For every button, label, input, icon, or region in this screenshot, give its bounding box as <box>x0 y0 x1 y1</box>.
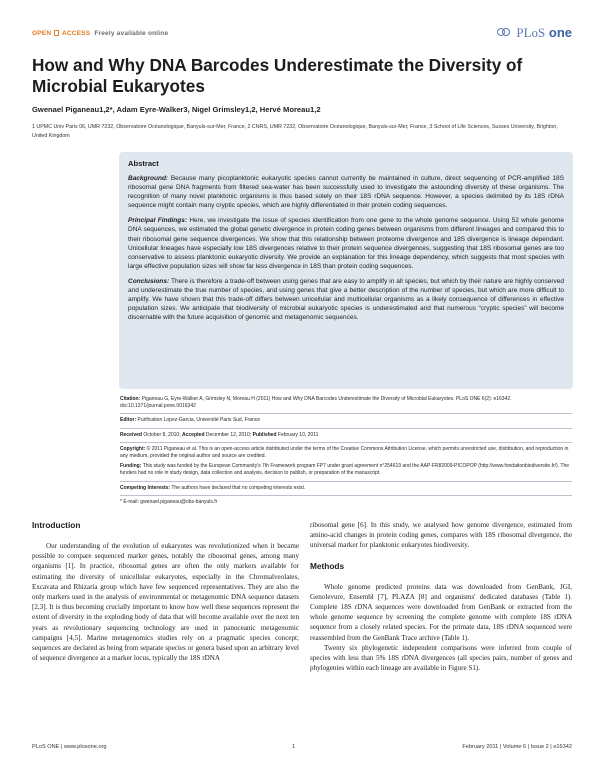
open-lock-icon <box>54 30 59 36</box>
email-block: * E-mail: gwenael.piganeau@obs-banyuls.fr <box>120 498 218 505</box>
methods-paragraph-2: Twenty six phylogenetic independent comparisons were inferred from couple of species with less than 5% 18S rDNA divergences (all species pairs, number of genes and phylogenies within each lineage are available in Figure S1). <box>310 643 572 673</box>
meta-divider <box>120 481 572 482</box>
abstract-findings-text: Here, we investigate the issue of species identification from one gene to the whole genome sequence. Using 52 whole genome DNA sequences, we estimated the global genetic divergence in protein coding genes between organisms from different lineages and compared this to their ribosomal gene sequence divergences. We show that this relationship between proteome divergence and 18S divergence is lineage dependant. Unicellular lineages have especially low 18S divergences relative to their protein sequence divergences, suggesting that 18S ribosomal genes are too conservative to assess planktonic eukaryotic diversity. We provide an explanation for this lineage dependency, which suggests that most species with large effective population sizes will show far less divergence in 18S than protein coding sequences. <box>128 217 564 270</box>
abstract-findings-lead: Principal Findings: <box>128 217 188 225</box>
plos-logo-icon <box>497 27 511 39</box>
abstract-background-lead: Background: <box>128 175 169 182</box>
page-number: 1 <box>292 744 296 750</box>
published-label: Published <box>252 431 277 438</box>
published-date: February 10, 2011 <box>276 431 319 438</box>
abstract-background-text: Because many picoplanktonic eukaryotic species cannot currently be maintained in culture, direct sequencing of PCR-amplified 18S ribosomal gene DNA fragments from filtered sea-water has been successfully used to investigate the astounding diversity of these organisms. The recognition of many novel planktonic organisms is thus based solely on their 18S rDNA sequence. However, a species delimited by its 18S rDNA sequence might contain many cryptic species, which are highly differentiated in their protein coding sequences. <box>128 175 564 210</box>
editor-text: Purification Lopez-Garcia, Université Paris Sud, France <box>136 417 261 424</box>
article-metadata <box>120 396 572 509</box>
funding-text: This study was funded by the European Community's 7th Framework program FP7 under grant agreement n°254619 and the AAP-FR82009-PICOPOP (http://www.fondationbiodiversite.fr/). The funders had no role in study design, data collection and analysis, decision to publish, or preparation of the manuscript. <box>120 463 570 477</box>
affiliations: 1 UPMC Univ Paris 06, UMR 7232, Observatoire Océanologique, Banyuls-sur-Mer, France, 2 CNRS, UMR 7232, Observatoire Océanologique, Banyuls-sur-Mer, France, 3 School of Life Sciences, Sussex University, Brighton, United Kingdom <box>32 124 558 139</box>
competing-label: Competing Interests: <box>120 484 171 491</box>
citation-block <box>120 396 572 410</box>
funding-block <box>120 463 572 477</box>
editor-label: Editor: <box>120 417 137 424</box>
copyright-text: © 2011 Piganeau et al. This is an open-access article distributed under the terms of the Creative Commons Attribution License, which permits unrestricted use, distribution, and reproduction in any medium, provided the original author and source are credited. <box>120 445 569 460</box>
dates-block <box>120 432 572 439</box>
right-column <box>310 520 572 673</box>
abstract-box <box>119 152 573 389</box>
free-availability-text: Freely available online <box>94 30 169 37</box>
citation-label: Citation: <box>120 396 141 402</box>
journal-logo-one: one <box>548 25 572 40</box>
intro-paragraph-continued: ribosomal gene [6]. In this study, we analysed how genome divergence, estimated from amino-acid changes in protein coding genes, compares with 18S ribosomal divergence, the universal marker for planktonic eukaryotes biodiversity. <box>310 521 572 550</box>
abstract-conclusions-text: There is therefore a trade-off between using genes that are easy to amplify in all species, but which by their nature are highly conserved and underestimate the true number of species, and using genes that give a better description of the number of species, but which are more difficult to amplify. We have shown that this trade-off differs between unicellular and multicellular organisms as a likely consequence of differences in effective population sizes. We anticipate that biodiversity of microbial eukaryotic species is underestimated and that numerous “cryptic species” will become discernable with the future acquisition of genomic and metagenomic sequences. <box>128 277 564 322</box>
article-title: How and Why DNA Barcodes Underestimate the Diversity of Microbial Eukaryotes <box>32 55 523 96</box>
editor-block <box>120 417 572 424</box>
abstract-background <box>128 174 564 210</box>
methods-heading: Methods <box>310 560 345 571</box>
accepted-date: December 12, 2010; <box>204 431 253 438</box>
abstract-heading: Abstract <box>128 159 159 168</box>
meta-divider <box>120 495 572 496</box>
open-access-label: OPEN <box>32 30 52 37</box>
footer-journal-site: PLoS ONE | www.plosone.org <box>32 744 107 750</box>
meta-divider <box>120 413 572 414</box>
competing-block <box>120 485 572 492</box>
methods-paragraph-1: Whole genome predicted proteins data was downloaded from GenBank, JGI, Genolevure, Ensembl [7], PLAZA [8] and organisms' dedicated databases (Table 1). Complete 18S rDNA sequences were downloaded from GenBank or extracted from the whole genome sequence by screening the complete genome with complete 18S rDNA sequence from a closely related species. For the primate data, 18S rDNA sequenced were reassembled from the GenBank Trace archive (Table 1). <box>310 582 572 642</box>
copyright-block <box>120 446 572 460</box>
abstract-conclusions <box>128 277 564 322</box>
meta-divider <box>120 442 572 443</box>
journal-logo <box>497 25 572 41</box>
open-access-badge <box>32 30 168 37</box>
author-list <box>32 105 572 114</box>
intro-paragraph: Our understanding of the evolution of eukaryotes was revolutionized when it became possible to compare sequenced marker genes, notably the ribosomal genes, among many organisms [1]. In practice, ribosomal genes are often the only markers available for estimating the diversity of unicellular eukaryotes, especially in the Chromalveolates, Excavata and Rhizaria group which have few sequenced representatives. They are also the only markers used in the analysis of environmental or metagenomic DNA sequence datasets [2,3]. It is thus becoming crucially important to know how well these sequences represent the extent of diversity in the exploding body of data that will become available over the next ten years as revolutionary sequencing technology are used in panoceanic metagenomic campaigns [4,5]. Marine metagenomics studies rely on a pragmatic species concept; sequences are declared as being from separate species or genera based upon an arbitrary level of sequence divergence at a marker locus, typically the 18S rDNA <box>32 542 299 663</box>
open-access-tail: ACCESS <box>62 30 91 37</box>
left-column <box>32 520 299 663</box>
received-label: Received <box>120 431 142 438</box>
abstract-findings <box>128 216 564 271</box>
competing-text: The authors have declared that no competing interests exist. <box>170 484 306 491</box>
intro-heading: Introduction <box>32 520 81 530</box>
copyright-label: Copyright: <box>120 445 146 452</box>
funding-label: Funding: <box>120 463 142 470</box>
author-line: Gwenael Piganeau1,2*, Adam Eyre-Walker3, Nigel Grimsley1,2, Hervé Moreau1,2 <box>32 105 321 114</box>
footer-issue-info: February 2011 | Volume 6 | Issue 2 | e16342 <box>462 744 572 750</box>
journal-header <box>32 27 572 47</box>
received-date: October 8, 2010; <box>141 431 182 438</box>
meta-divider <box>120 428 572 429</box>
citation-text: Piganeau G, Eyre-Walker A, Grimsley N, Moreau H (2011) How and Why DNA Barcodes Underestimate the Diversity of Microbial Eukaryotes. PLoS ONE 6(2): e16342. doi:10.1371/journal.pone.0016342 <box>120 396 512 410</box>
accepted-label: Accepted <box>182 431 205 438</box>
abstract-conclusions-lead: Conclusions: <box>128 277 170 285</box>
journal-logo-plos: PLoS <box>516 25 546 40</box>
